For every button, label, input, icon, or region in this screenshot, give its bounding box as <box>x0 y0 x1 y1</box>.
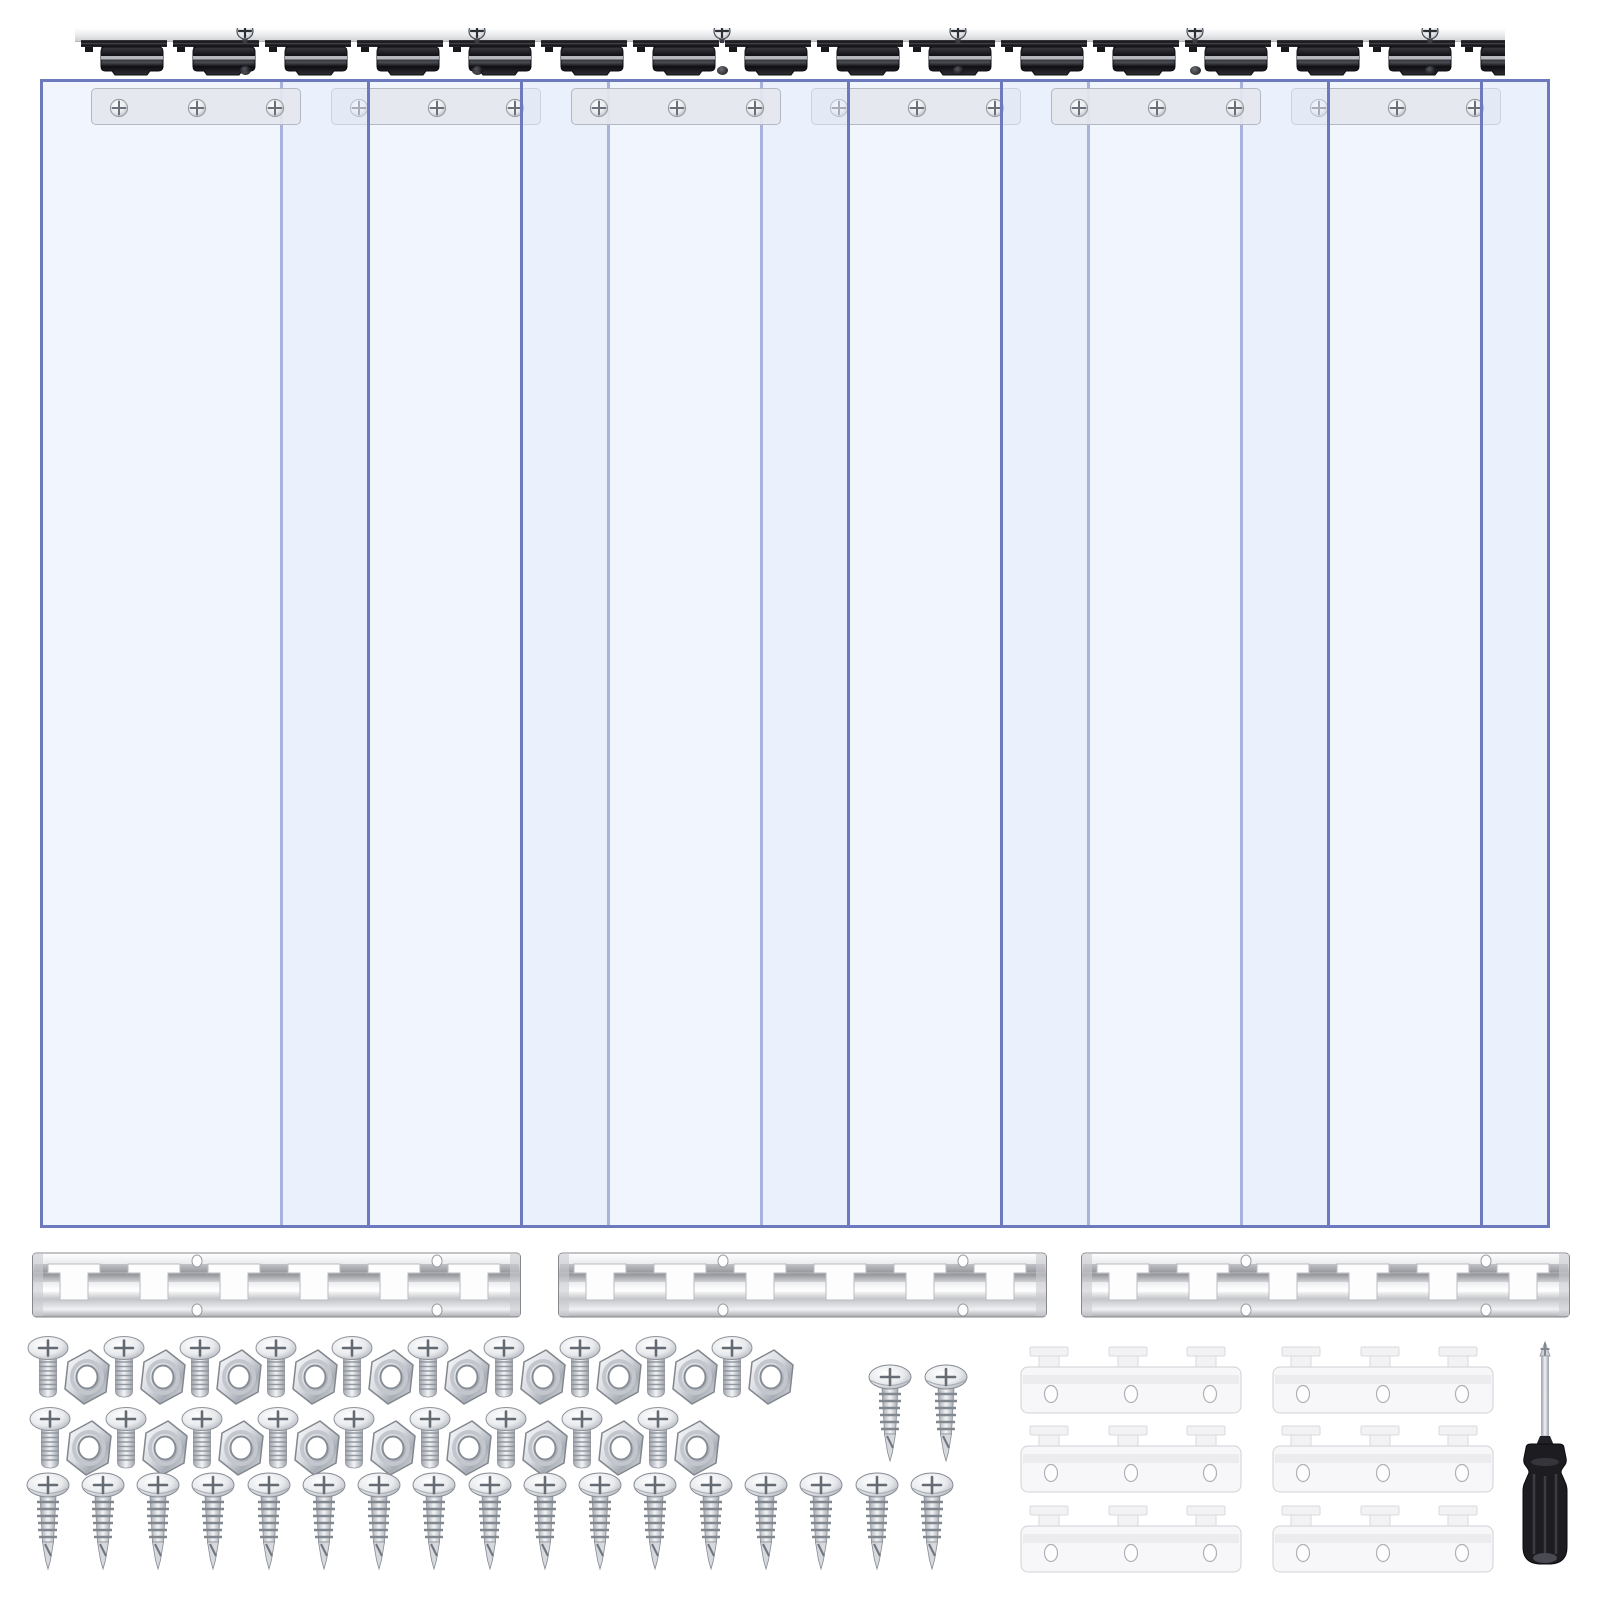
self-drilling-screw-icon <box>743 1472 789 1572</box>
mounting-rail <box>1081 1252 1570 1320</box>
self-drilling-screw-icon <box>190 1472 236 1572</box>
self-drilling-screw-icon <box>522 1472 568 1572</box>
mounting-rail <box>558 1252 1047 1320</box>
bracket-screw-icon <box>589 98 609 118</box>
self-drilling-screw-icon <box>577 1472 623 1572</box>
screwdriver-icon <box>1510 1340 1580 1570</box>
self-drilling-screw-icon <box>867 1364 913 1464</box>
self-drilling-screw-icon <box>411 1472 457 1572</box>
bracket-screw-icon <box>907 98 927 118</box>
bracket-screw-icon <box>1147 98 1167 118</box>
mounting-plate <box>1272 1424 1494 1494</box>
hex-nut-icon <box>673 1420 721 1476</box>
strip-mounting-bracket <box>1051 88 1261 125</box>
bracket-screw-icon <box>1069 98 1089 118</box>
self-drilling-screw-icon <box>356 1472 402 1572</box>
pvc-strip <box>1000 79 1330 1228</box>
self-drilling-screw-icon <box>135 1472 181 1572</box>
mounting-plate <box>1020 1345 1242 1415</box>
self-drilling-screw-icon <box>632 1472 678 1572</box>
pvc-strip <box>520 79 850 1228</box>
self-drilling-screw-icon <box>80 1472 126 1572</box>
self-drilling-screw-icon <box>923 1364 969 1464</box>
hex-nut-icon <box>747 1349 795 1405</box>
self-drilling-screw-icon <box>246 1472 292 1572</box>
self-drilling-screw-icon <box>909 1472 955 1572</box>
self-drilling-screw-icon <box>688 1472 734 1572</box>
bracket-screw-icon <box>109 98 129 118</box>
rail-mounting-screw-icon <box>235 28 255 44</box>
strip-mounting-bracket <box>571 88 781 125</box>
rail-mounting-screw-icon <box>1420 28 1440 44</box>
pvc-strip <box>1480 79 1550 1228</box>
rail-mounting-screw-icon <box>467 28 487 44</box>
mounting-plate <box>1272 1504 1494 1574</box>
bracket-screw-icon <box>1225 98 1245 118</box>
mounting-plate <box>1020 1424 1242 1494</box>
rail-mounting-screw-icon <box>948 28 968 44</box>
bracket-screw-icon <box>1387 98 1407 118</box>
rail-mounting-screw-icon <box>1185 28 1205 44</box>
strip-curtain <box>40 79 1550 1228</box>
self-drilling-screw-icon <box>798 1472 844 1572</box>
rail-mounting-screw-icon <box>712 28 732 44</box>
mounting-plate <box>1272 1345 1494 1415</box>
self-drilling-screw-icon <box>854 1472 900 1572</box>
strip-mounting-bracket <box>91 88 301 125</box>
self-drilling-screw-icon <box>301 1472 347 1572</box>
bracket-screw-icon <box>667 98 687 118</box>
mounting-plate <box>1020 1504 1242 1574</box>
pvc-strip <box>40 79 370 1228</box>
self-drilling-screw-icon <box>467 1472 513 1572</box>
bracket-screw-icon <box>187 98 207 118</box>
mounting-rail <box>32 1252 521 1320</box>
bracket-screw-icon <box>427 98 447 118</box>
self-drilling-screw-icon <box>25 1472 71 1572</box>
bracket-screw-icon <box>265 98 285 118</box>
bracket-screw-icon <box>745 98 765 118</box>
